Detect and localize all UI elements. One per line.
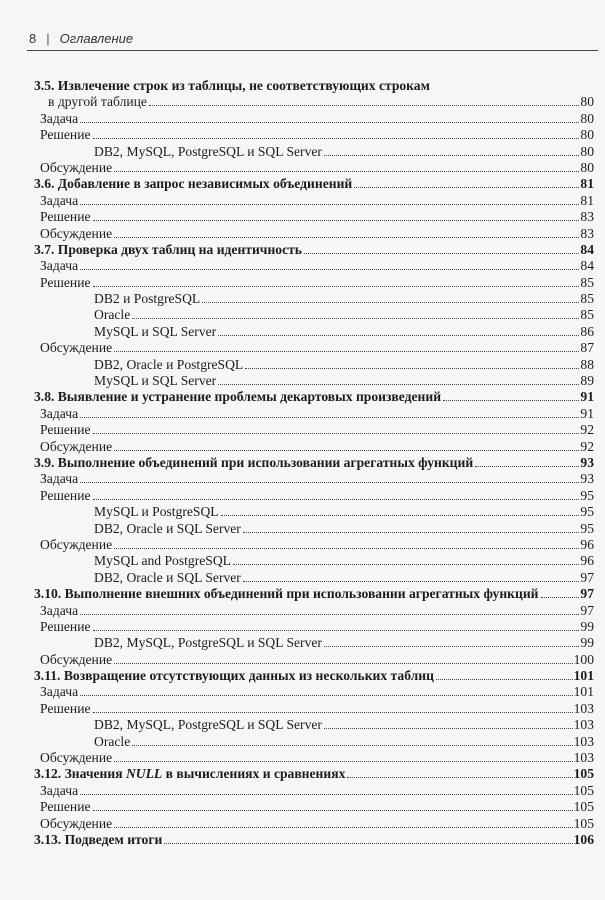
toc-entry-label [94,553,231,569]
dot-leader [164,843,572,844]
toc-page-number: 99 [580,618,594,634]
toc-page-number: 95 [580,504,594,520]
toc-label-emphasis: NULL [125,766,163,782]
toc-label-text: DB2, MySQL, PostgreSQL и SQL Server [94,717,322,733]
toc-section-entry [34,766,594,782]
dot-leader [443,400,579,401]
running-header [29,31,133,46]
dot-leader [114,827,572,828]
toc-page-number: 105 [573,799,594,815]
toc-entry-label [40,816,112,832]
toc-entry [34,193,594,209]
toc-entry [34,635,594,651]
toc-label-text: 3.11. Возвращение отсутствующих данных из нескольких таблиц [34,668,434,684]
toc-entry-label [34,668,434,684]
toc-page-number: 99 [580,635,594,651]
toc-label-text: DB2, Oracle и SQL Server [94,569,241,585]
toc-entry [34,144,594,160]
toc-page-number: 105 [573,766,594,782]
toc-page-number: 106 [573,831,594,847]
dot-leader [114,761,572,762]
dot-leader [93,433,580,434]
toc-entry-label [94,357,243,373]
dot-leader [114,237,579,238]
header-separator: | [46,31,50,46]
toc-entry-label [40,701,91,717]
dot-leader [80,614,579,615]
toc-label-text: Обсуждение [40,651,113,667]
toc-entry-label [40,422,91,438]
toc-label-text: 3.12. Значения [34,766,126,782]
toc-label-text: Решение [40,209,91,225]
toc-entry [34,684,594,700]
toc-entry-label [40,111,78,127]
toc-entry-label [40,209,91,225]
toc-entry [34,537,594,553]
dot-leader [218,384,579,385]
toc-label-text: Решение [40,618,91,634]
toc-entry [34,226,594,242]
toc-label-text: 3.10. Выполнение внешних объединений при использовании агрегатных функций [34,586,539,602]
toc-page-number: 95 [580,487,594,503]
toc-entry-label [40,619,91,635]
toc-label-text: Обсуждение [40,438,113,454]
toc-page-number: 87 [580,340,594,356]
toc-entry-label [94,717,322,733]
dot-leader [324,155,579,156]
toc-label-text: в другой таблице [48,94,147,110]
toc-entry-label [94,324,216,340]
toc-label-text: 3.9. Выполнение объединений при использовании агрегатных функций [34,454,474,470]
dot-leader [80,482,579,483]
toc-label-text: MySQL and PostgreSQL [94,553,231,569]
page-number: 8 [29,31,37,46]
table-of-contents [34,78,594,848]
dot-leader [132,318,579,319]
toc-section-entry [34,389,594,405]
toc-entry [34,94,594,110]
toc-entry [34,471,594,487]
toc-page-number: 92 [580,422,594,438]
toc-section-entry [34,78,594,94]
toc-label-text: Решение [40,274,91,290]
toc-label-text: MySQL и SQL Server [94,373,217,389]
dot-leader [114,548,579,549]
toc-label-text: Решение [40,487,91,503]
toc-page-number: 103 [573,733,594,749]
toc-label-text: MySQL и SQL Server [94,323,217,339]
toc-entry [34,783,594,799]
toc-entry-label [40,471,78,487]
toc-page-number: 80 [580,127,594,143]
dot-leader [132,745,572,746]
toc-page-number: 84 [580,258,594,274]
toc-label-text: 3.8. Выявление и устранение проблемы декартовых произведений [34,389,442,405]
toc-label-text: Oracle [94,307,131,323]
toc-label-text: DB2, MySQL, PostgreSQL и SQL Server [94,143,322,159]
toc-entry-label [34,389,441,405]
toc-page-number: 93 [580,454,594,470]
dot-leader [114,171,579,172]
dot-leader [243,581,580,582]
toc-entry-label [40,439,112,455]
toc-entry [34,701,594,717]
dot-leader [114,663,572,664]
toc-entry-label [40,488,91,504]
toc-page-number: 80 [580,143,594,159]
dot-leader [243,532,580,533]
toc-entry [34,275,594,291]
toc-label-text: Обсуждение [40,815,113,831]
toc-page-number: 80 [580,159,594,175]
toc-entry-label [34,766,345,782]
toc-entry [34,324,594,340]
toc-label-text: Задача [40,192,79,208]
toc-section-entry [34,668,594,684]
toc-page-number: 89 [580,373,594,389]
toc-entry-label [40,750,112,766]
toc-page-number: 91 [580,389,594,405]
toc-entry [34,340,594,356]
toc-entry [34,750,594,766]
toc-entry [34,127,594,143]
toc-entry [34,209,594,225]
toc-label-text: Oracle [94,733,131,749]
toc-label-text: Обсуждение [40,340,113,356]
toc-entry-label [40,799,91,815]
dot-leader [436,679,573,680]
toc-entry-label [40,226,112,242]
toc-label-text: Решение [40,799,91,815]
toc-label-text: Задача [40,405,79,421]
toc-entry [34,439,594,455]
toc-page-number: 97 [580,602,594,618]
toc-entry [34,422,594,438]
toc-label-text: Решение [40,422,91,438]
toc-label-text: Задача [40,110,79,126]
toc-page-number: 97 [580,586,594,602]
toc-entry [34,603,594,619]
toc-page-number: 84 [580,241,594,257]
toc-page-number: 105 [573,815,594,831]
toc-entry [34,619,594,635]
toc-label-text: Задача [40,684,79,700]
toc-entry-label [40,340,112,356]
toc-entry [34,799,594,815]
toc-entry-label [40,258,78,274]
toc-entry-label [94,307,130,323]
toc-section-entry [34,455,594,471]
toc-entry-label [40,127,91,143]
toc-entry-label [94,734,130,750]
dot-leader [93,286,580,287]
toc-page-number: 103 [573,750,594,766]
toc-label-text: Обсуждение [40,159,113,175]
toc-entry-label [40,783,78,799]
toc-label-text: 3.7. Проверка двух таблиц на идентичность [34,241,302,257]
toc-entry-label [40,603,78,619]
toc-entry [34,111,594,127]
toc-entry [34,504,594,520]
toc-section-entry [34,176,594,192]
toc-label-text: 3.5. Извлечение строк из таблицы, не соответствующих строкам [34,78,430,93]
toc-label-text: DB2, Oracle и SQL Server [94,520,241,536]
dot-leader [354,187,579,188]
toc-page-number: 95 [580,520,594,536]
toc-label-text: 3.13. Подведем итоги [34,831,163,847]
toc-page-number: 85 [580,274,594,290]
toc-entry-label [94,570,241,586]
dot-leader [93,630,580,631]
toc-label-text: Решение [40,700,91,716]
toc-entry [34,258,594,274]
toc-entry [34,521,594,537]
dot-leader [347,777,572,778]
header-rule [27,50,598,51]
toc-page-number: 105 [573,782,594,798]
toc-entry-label [94,504,219,520]
dot-leader [245,368,579,369]
toc-label-text: MySQL и PostgreSQL [94,504,219,520]
toc-entry-label [34,242,302,258]
dot-leader [218,335,579,336]
toc-page-number: 100 [573,651,594,667]
toc-page-number: 80 [580,94,594,110]
toc-section-entry [34,586,594,602]
toc-entry-label [34,832,162,848]
dot-leader [80,417,579,418]
toc-entry-label [40,160,112,176]
dot-leader [80,794,572,795]
toc-page-number: 83 [580,225,594,241]
toc-entry [34,717,594,733]
toc-page-number: 86 [580,323,594,339]
toc-label-text: 3.6. Добавление в запрос независимых объединений [34,176,353,192]
dot-leader [80,269,579,270]
toc-page-number: 101 [573,684,594,700]
toc-entry-label [34,586,539,602]
toc-page-number: 96 [580,536,594,552]
toc-entry-label [40,275,91,291]
toc-label-text: Решение [40,127,91,143]
toc-entry-label [34,176,352,192]
toc-entry [34,570,594,586]
toc-page-number: 97 [580,569,594,585]
toc-page-number: 91 [580,405,594,421]
dot-leader [80,122,579,123]
dot-leader [221,515,580,516]
dot-leader [324,646,579,647]
toc-entry [34,406,594,422]
toc-entry [34,488,594,504]
dot-leader [93,138,580,139]
toc-page-number: 93 [580,471,594,487]
toc-entry-label [40,537,112,553]
toc-page-number: 92 [580,438,594,454]
toc-entry [34,160,594,176]
toc-page-number: 83 [580,209,594,225]
header-title: Оглавление [59,31,134,46]
toc-page-number: 101 [573,668,594,684]
toc-entry-label [94,635,322,651]
toc-label-text: Задача [40,782,79,798]
dot-leader [233,564,579,565]
toc-entry [34,816,594,832]
toc-entry-label [40,406,78,422]
toc-entry [34,652,594,668]
toc-entry-label [48,94,147,110]
dot-leader [202,302,579,303]
toc-entry-label [34,455,473,471]
dot-leader [114,450,579,451]
toc-label-text: Задача [40,258,79,274]
toc-section-entry [34,832,594,848]
dot-leader [149,105,579,106]
toc-entry-label [94,521,241,537]
toc-section-entry [34,242,594,258]
toc-label-text: Задача [40,471,79,487]
dot-leader [304,253,579,254]
dot-leader [541,597,580,598]
toc-entry-label [94,144,322,160]
toc-entry [34,291,594,307]
toc-entry [34,307,594,323]
toc-entry-label [40,684,78,700]
toc-page-number: 103 [573,717,594,733]
dot-leader [93,220,580,221]
toc-label-text: Обсуждение [40,225,113,241]
dot-leader [475,466,579,467]
toc-label-text: DB2, MySQL, PostgreSQL и SQL Server [94,635,322,651]
toc-label-text: в вычислениях и сравнениях [162,766,346,782]
dot-leader [114,351,579,352]
dot-leader [80,695,572,696]
toc-entry [34,734,594,750]
toc-entry-label [34,78,430,94]
dot-leader [93,499,580,500]
dot-leader [80,204,579,205]
toc-page-number: 103 [573,700,594,716]
toc-page-number: 85 [580,307,594,323]
toc-page-number: 81 [580,176,594,192]
toc-page-number: 80 [580,110,594,126]
toc-label-text: Задача [40,602,79,618]
dot-leader [324,728,573,729]
toc-label-text: Обсуждение [40,536,113,552]
toc-page-number: 88 [580,356,594,372]
toc-page-number: 81 [580,192,594,208]
toc-entry-label [94,373,216,389]
toc-entry-label [40,652,112,668]
toc-entry-label [40,193,78,209]
toc-entry [34,373,594,389]
toc-label-text: DB2 и PostgreSQL [94,291,201,307]
dot-leader [93,810,573,811]
toc-entry [34,553,594,569]
toc-page-number: 96 [580,553,594,569]
toc-label-text: Обсуждение [40,750,113,766]
toc-page-number: 85 [580,291,594,307]
dot-leader [93,712,573,713]
toc-label-text: DB2, Oracle и PostgreSQL [94,356,244,372]
toc-entry-label [94,291,200,307]
toc-entry [34,357,594,373]
